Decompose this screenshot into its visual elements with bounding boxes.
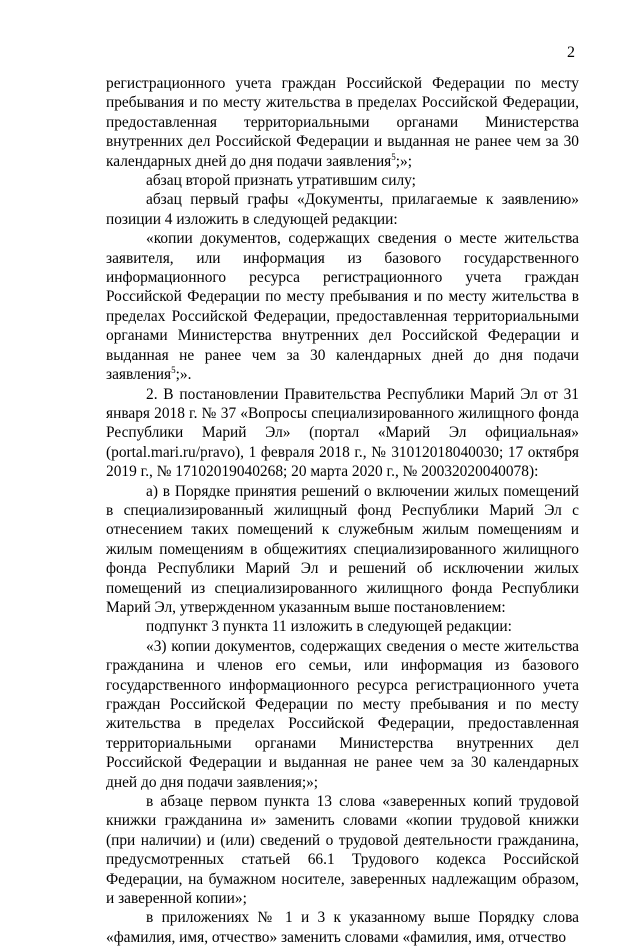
paragraph: абзац первый графы «Документы, прилагаемые к заявлению» позиции 4 изложить в следующей редакции: bbox=[106, 191, 579, 228]
paragraph: в приложениях № 1 и 3 к указанному выше Порядку слова «фамилия, имя, отчество» заменить словами «фамилия, имя, отчество bbox=[106, 909, 579, 946]
paragraph: а) в Порядке принятия решений о включении жилых помещений в специализированный жилищный фонд Республики Марий Эл с отнесением таких помещений к служебным жилым помещениям и жилым помещениям в общежитиях специализированного жилищного фонда Республики Марий Эл и решений об исключении жилых помещений из специализированного жилищного фонда Республики Марий Эл, утвержденном указанным выше постановлением: bbox=[106, 482, 579, 616]
paragraph: абзац второй признать утратившим силу; bbox=[146, 172, 416, 190]
footnote-ref: 5 bbox=[391, 151, 396, 162]
paragraph: «копии документов, содержащих сведения о месте жительства заявителя, или информация из базового государственного информационного ресурса регистрационного учета граждан Российской Федерации по месту пребывания и по месту жительства в пределах Российской Федерации, предоставленная территориальными органами Министерства внутренних дел Российской Федерации и выданная не ранее чем за 30 календарных дней до дня подачи заявления$^5$;». bbox=[106, 230, 579, 384]
document-body bbox=[106, 74, 579, 947]
paragraph: 2. В постановлении Правительства Республики Марий Эл от 31 января 2018 г. № 37 «Вопросы специализированного жилищного фонда Республики Марий Эл» (портал «Марий Эл официальная» (portal.mari.ru/pravo), 1 февраля 2018 г., № 31012018040030; 17 октября 2019 г., № 17102019040268; 20 марта 2020 г., № 20032020040078): bbox=[106, 385, 579, 481]
page-number: 2 bbox=[567, 44, 575, 61]
paragraph: «3) копии документов, содержащих сведения о месте жительства гражданина и членов его семьи, или информация из базового государственного информационного ресурса регистрационного учета граждан Российской Федерации по месту пребывания и по месту жительства в пределах Российской Федерации, предоставленная территориальными органами Министерства внутренних дел Российской Федерации и выданная не ранее чем за 30 календарных дней до дня подачи заявления;»; bbox=[106, 637, 579, 791]
paragraph-continuation: регистрационного учета граждан Российской Федерации по месту пребывания и по месту жительства в пределах Российской Федерации, предоставленная территориальными органами Министерства внутренних дел Российской Федерации и выданная не ранее чем за 30 календарных дней до дня подачи заявления$^5$;»; bbox=[106, 75, 579, 170]
paragraph: подпункт 3 пункта 11 изложить в следующей редакции: bbox=[146, 618, 512, 636]
paragraph: в абзаце первом пункта 13 слова «заверенных копий трудовой книжки гражданина и» заменить словами «копии трудовой книжки (при наличии) и (или) сведений о трудовой деятельности гражданина, предусмотренных статьей 66.1 Трудового кодекса Российской Федерации, на бумажном носителе, заверенных надлежащим образом, и заверенной копии»; bbox=[106, 793, 579, 908]
footnote-ref: 5 bbox=[171, 364, 176, 375]
